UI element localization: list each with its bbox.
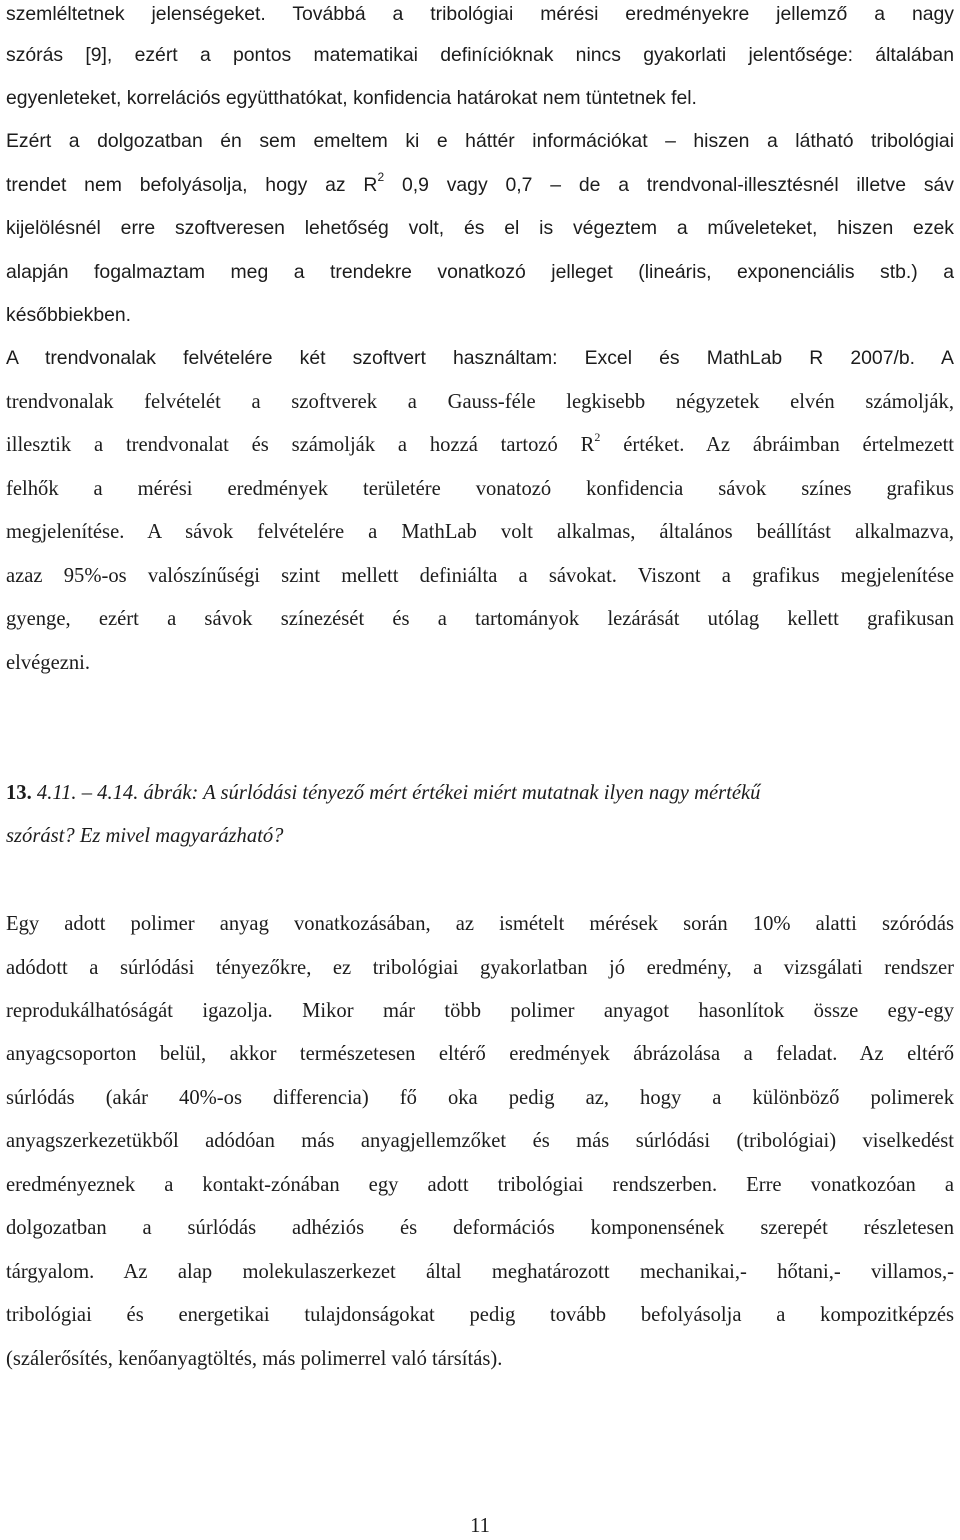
text-line: trendvonalak felvételét a szoftverek a Gauss-féle legkisebb négyzetek elvén számolják,: [6, 391, 954, 413]
text-line: eredményeznek a kontakt-zónában egy adott tribológiai rendszerben. Erre vonatkozóan a: [6, 1174, 954, 1196]
superscript: 2: [594, 430, 601, 444]
text-line: elvégezni.: [6, 652, 91, 674]
question-heading: [6, 779, 954, 807]
text-line: anyagcsoporton belül, akkor természetesen eltérő eredmények ábrázolása a feladat. Az eltérő: [6, 1043, 954, 1065]
text-segment: 0,9 vagy 0,7 – de a trendvonal-illesztésnél illetve sáv: [384, 174, 954, 196]
question-number: 13.: [6, 782, 32, 804]
page-number: 11: [470, 1515, 490, 1537]
text-line: megjelenítése. A sávok felvételére a MathLab volt alkalmas, általános beállítást alkalmazva,: [6, 521, 954, 543]
text-line: szórás [9], ezért a pontos matematikai definícióknak nincs gyakorlati jelentősége: általában: [6, 44, 954, 66]
text-line: tribológiai és energetikai tulajdonságokat pedig tovább befolyásolja a kompozitképzés: [6, 1304, 954, 1326]
text-line: alapján fogalmaztam meg a trendekre vonatkozó jelleget (lineáris, exponenciális stb.) a: [6, 261, 954, 283]
text-line: egyenleteket, korrelációs együtthatókat, konfidencia határokat nem tüntetnek fel.: [6, 87, 697, 109]
question-heading-line: szórást? Ez mivel magyarázható?: [6, 825, 284, 847]
text-line: Egy adott polimer anyag vonatkozásában, az ismételt mérések során 10% alatti szóródás: [6, 913, 954, 935]
text-line-with-superscript: [6, 171, 954, 199]
text-line: reprodukálhatóságát igazolja. Mikor már több polimer anyagot hasonlítok össze egy-egy: [6, 1000, 954, 1022]
text-line-with-superscript: [6, 431, 954, 459]
text-line: súrlódás (akár 40%-os differencia) fő oka pedig az, hogy a különböző polimerek: [6, 1087, 954, 1109]
text-line: kijelölésnél erre szoftveresen lehetőség volt, és el is végeztem a műveleteket, hiszen ezek: [6, 217, 954, 239]
text-line: A trendvonalak felvételére két szoftvert használtam: Excel és MathLab R 2007/b. A: [6, 347, 954, 369]
text-line: tárgyalom. Az alap molekulaszerkezet által meghatározott mechanikai,- hőtani,- villamos,-: [6, 1261, 954, 1283]
text-line: szemléltetnek jelenségeket. Továbbá a tribológiai mérési eredményekre jellemző a nagy: [6, 3, 954, 25]
text-line: gyenge, ezért a sávok színezését és a tartományok lezárását utólag kellett grafikusan: [6, 608, 954, 630]
text-segment: trendet nem befolyásolja, hogy az R: [6, 174, 378, 196]
text-line: (szálerősítés, kenőanyagtöltés, más polimerrel való társítás).: [6, 1348, 503, 1370]
text-segment: értéket. Az ábráimban értelmezett: [600, 434, 955, 456]
text-line: azaz 95%-os valószínűségi szint mellett definiálta a sávokat. Viszont a grafikus megjelenítése: [6, 565, 954, 587]
text-line: felhők a mérési eredmények területére vonatozó konfidencia sávok színes grafikus: [6, 478, 954, 500]
text-line: későbbiekben.: [6, 304, 132, 326]
text-line: dolgozatban a súrlódás adhéziós és deformációs komponensének szerepét részletesen: [6, 1217, 954, 1239]
text-line: anyagszerkezetükből adódóan más anyagjellemzőket és más súrlódási (tribológiai) viselkedést: [6, 1130, 954, 1152]
text-line: Ezért a dolgozatban én sem emeltem ki e háttér információkat – hiszen a látható tribológiai: [6, 130, 954, 152]
superscript: 2: [377, 170, 385, 184]
text-segment: illesztik a trendvonalat és számolják a hozzá tartozó R: [6, 434, 595, 456]
text-line: adódott a súrlódási tényezőkre, ez tribológiai gyakorlatban jó eredmény, a vizsgálati rendszer: [6, 957, 954, 979]
question-text: 4.11. – 4.14. ábrák: A súrlódási tényező mért értékei miért mutatnak ilyen nagy mértékű: [31, 782, 761, 804]
